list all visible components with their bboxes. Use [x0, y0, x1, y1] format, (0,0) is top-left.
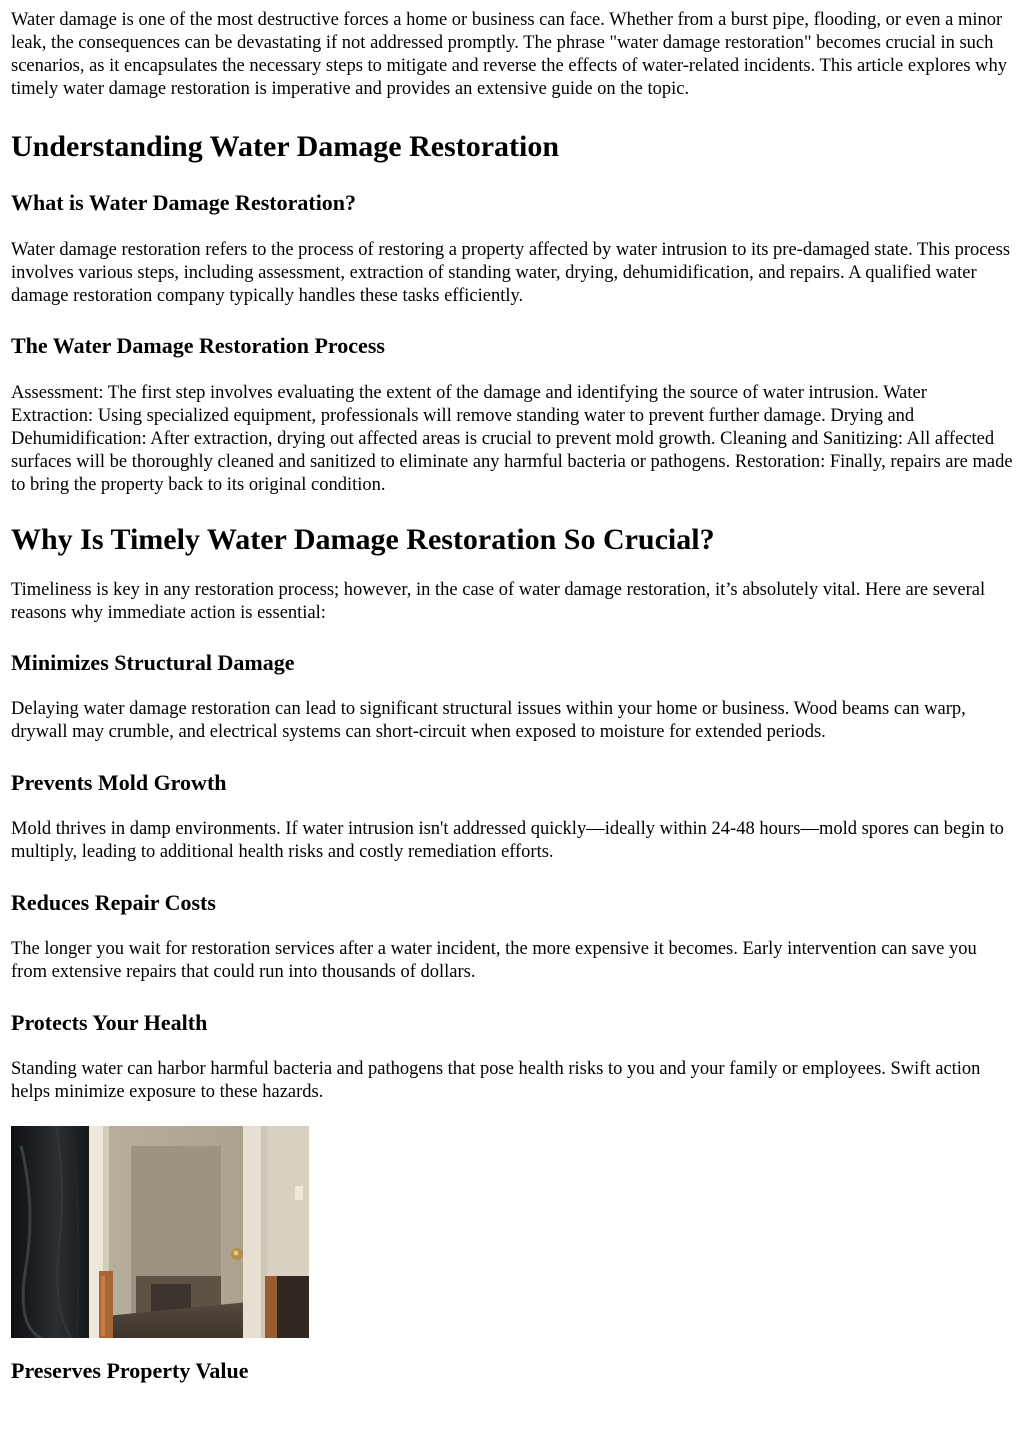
paragraph-why-timely: Timeliness is key in any restoration process; however, in the case of water damage restoration, it’s absolutely vital. Here are several reasons why immediate action is essential: — [11, 580, 986, 623]
paragraph-what-is: Water damage restoration refers to the process of restoring a property affected by water intrusion to its pre-damaged state. This process involves various steps, including assessment, extraction of standing water, drying, dehumidification, and repairs. A qualified water damage restoration company typically handles these tasks efficiently. — [11, 240, 1011, 306]
subheading-structural: Minimizes Structural Damage — [11, 650, 295, 675]
paragraph-costs: The longer you wait for restoration services after a water incident, the more expensive it becomes. Early intervention can save you from extensive repairs that could run into thousands of dollars. — [11, 939, 977, 982]
subheading-what-is: What is Water Damage Restoration? — [11, 190, 357, 215]
subheading-health: Protects Your Health — [11, 1010, 208, 1035]
subheading-mold: Prevents Mold Growth — [11, 770, 227, 795]
paragraph-process: Assessment: The first step involves evaluating the extent of the damage and identifying the source of water intrusion. Water Extraction: Using specialized equipment, professionals will remove standing water to prevent further damage. Drying and Dehumidification: After extraction, drying out affected areas is crucial to prevent mold growth. Cleaning and Sanitizing: All affected surfaces will be thoroughly cleaned and sanitized to eliminate any harmful bacteria or pathogens. Restoration: Finally, repairs are made to bring the property back to its original condition. — [11, 383, 1013, 495]
subheading-costs: Reduces Repair Costs — [11, 890, 216, 915]
subheading-process: The Water Damage Restoration Process — [11, 333, 385, 358]
paragraph-health: Standing water can harbor harmful bacteria and pathogens that pose health risks to you and your family or employees. Swift action helps minimize exposure to these hazards. — [11, 1059, 981, 1102]
paragraph-structural: Delaying water damage restoration can lead to significant structural issues within your home or business. Wood beams can warp, drywall may crumble, and electrical systems can short-circuit when exposed to moisture for extended periods. — [11, 699, 966, 742]
intro-paragraph: Water damage is one of the most destructive forces a home or business can face. Whether from a burst pipe, flooding, or even a minor leak, the consequences can be devastating if not addressed promptly. The phrase "water damage restoration" becomes crucial in such scenarios, as it encapsulates the necessary steps to mitigate and reverse the effects of water-related incidents. This article explores why timely water damage restoration is imperative and provides an extensive guide on the topic. — [11, 10, 1008, 99]
water-damaged-room-photo — [11, 1126, 309, 1338]
paragraph-mold: Mold thrives in damp environments. If water intrusion isn't addressed quickly—ideally within 24-48 hours—mold spores can begin to multiply, leading to additional health risks and costly remediation efforts. — [11, 819, 1004, 862]
section-heading-understanding: Understanding Water Damage Restoration — [11, 130, 560, 163]
article-image-wrapper — [11, 1126, 1013, 1338]
section-heading-why-timely: Why Is Timely Water Damage Restoration So Crucial? — [11, 523, 715, 556]
subheading-property-value: Preserves Property Value — [11, 1358, 249, 1383]
